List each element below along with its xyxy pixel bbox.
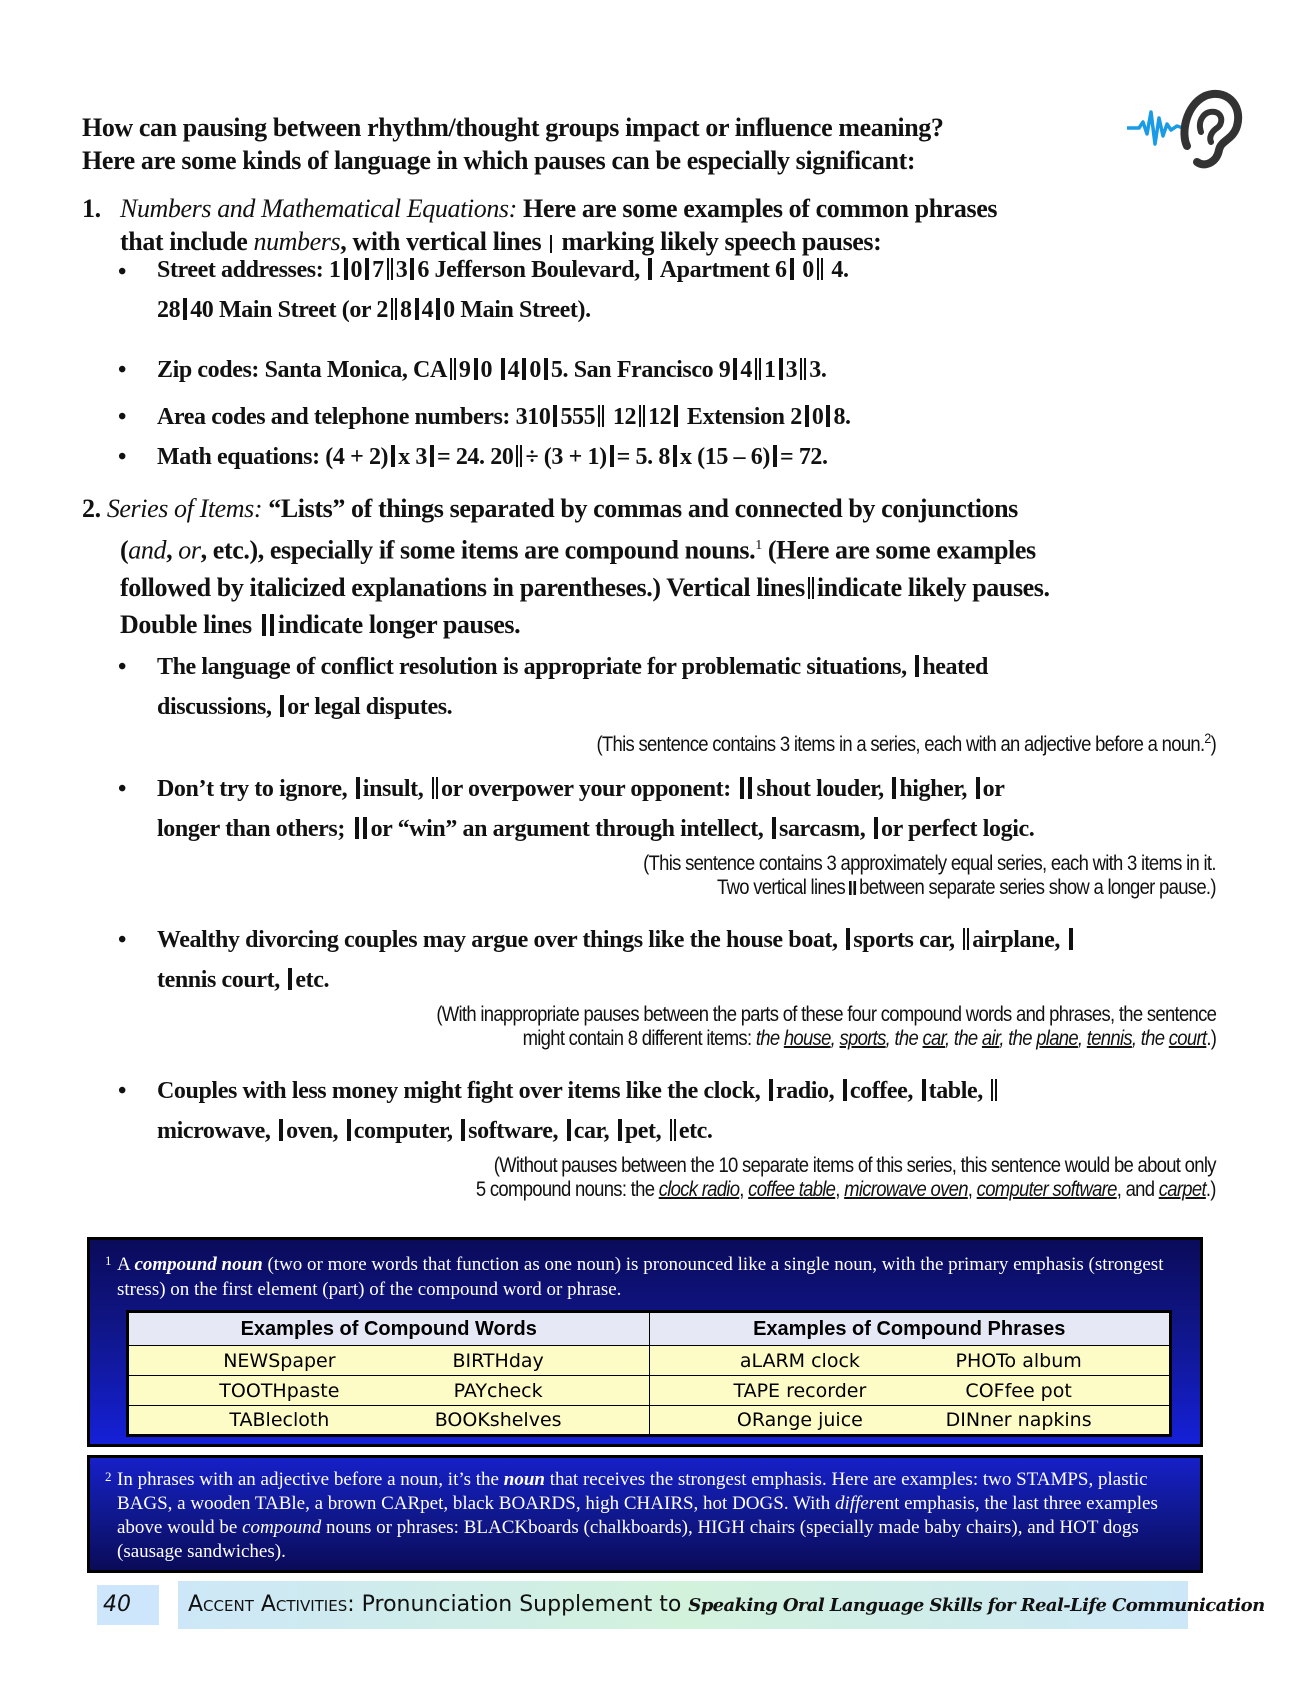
bullet-icon: • bbox=[118, 357, 127, 383]
footnote-1-text: 1 A compound noun (two or more words that function as one noun) is pronounced like a single noun, with the primary emphasis (strongest stress) on the first element (part) of the compound word or phrase. bbox=[105, 1253, 1164, 1300]
section-title: Series of Items: bbox=[106, 494, 263, 523]
explanation-note: (Without pauses between the 10 separate items of this series, this sentence would be about only 5 compound nouns: the clock radio, coffee table, microwave oven, computer software, and carpet.) bbox=[476, 1154, 1217, 1201]
table-row: TOOTHpaste PAYcheck TAPE recorder COFfee pot bbox=[128, 1376, 1171, 1406]
explanation-note: (This sentence contains 3 approximately equal series, each with 3 items in it. Two vertical lines between separate series show a longer pause.) bbox=[643, 852, 1216, 899]
book-title: Speaking Oral Language Skills for Real-Life Communication bbox=[688, 1595, 1265, 1616]
bullet-icon: • bbox=[118, 404, 127, 430]
footnote-2-text: 2 In phrases with an adjective before a noun, it’s the noun that receives the strongest emphasis. Here are examples: two STAMPS, plastic BAGS, a wooden TABle, a brown CARpet, black BOARDS, high CHAIRS, hot DOGS. With different emphasis, the last three examples above would be compound nouns or phrases: BLACKboards (chalkboards), HIGH chairs (specially made baby chairs), and HOT dogs (sausage sandwiches). bbox=[105, 1469, 1158, 1562]
footer-banner: Accent Activities: Pronunciation Supplement to Speaking Oral Language Skills for Real-Life Communication bbox=[178, 1581, 1188, 1629]
intro-heading bbox=[82, 111, 1082, 177]
bullet-icon: • bbox=[118, 654, 127, 680]
footnote-1-box bbox=[87, 1237, 1203, 1447]
section-2-heading: 2. Series of Items: “Lists” of things separated by commas and connected by conjunctions (and, or, etc.), especially if some items are compound nouns.$^1$ (Here are some examples followed by italicized explanations in parentheses.) Vertical lines indicate likely pauses. Double lines indicate longer pauses. bbox=[82, 494, 1050, 639]
explanation-note: (This sentence contains 3 items in a series, each with an adjective before a noun.$^2$) bbox=[596, 730, 1216, 756]
double-pause-marker-icon bbox=[262, 614, 274, 636]
section-number: 1. bbox=[82, 194, 101, 223]
compound-examples-table bbox=[126, 1310, 1172, 1437]
bullet-icon: • bbox=[118, 776, 127, 802]
table-row: TABlecloth BOOKshelves ORange juice DINner napkins bbox=[128, 1406, 1171, 1436]
footnote-ref[interactable]: 1 bbox=[755, 538, 762, 553]
intro-line-1: How can pausing between rhythm/thought groups impact or influence meaning? bbox=[82, 113, 944, 142]
bullet-icon: • bbox=[118, 259, 127, 285]
intro-line-2: Here are some kinds of language in which pauses can be especially significant: bbox=[82, 146, 916, 175]
page-number: 40 bbox=[97, 1585, 159, 1625]
table-row: NEWSpaper BIRTHday aLARM clock PHOTo album bbox=[128, 1346, 1171, 1376]
section-number: 2. bbox=[82, 494, 101, 523]
pause-marker-icon bbox=[550, 235, 552, 253]
bullet-icon: • bbox=[118, 927, 127, 953]
explanation-note: (With inappropriate pauses between the parts of these four compound words and phrases, the sentence might contain 8 different items: the house, sports, the car, the air, the plane, tennis, the court.) bbox=[436, 1003, 1216, 1050]
footnote-2-box bbox=[87, 1455, 1203, 1573]
table-header: Examples of Compound Words bbox=[128, 1312, 650, 1346]
book-series-title: Accent Activities bbox=[188, 1592, 348, 1617]
ear-soundwave-icon bbox=[1125, 88, 1243, 170]
section-title: Numbers and Mathematical Equations: bbox=[120, 194, 517, 223]
bullet-icon: • bbox=[118, 1078, 127, 1104]
section-1-heading: 1. Numbers and Mathematical Equations: Here are some examples of common phrases that include numbers, with vertical lines marking likely speech pauses: bbox=[82, 194, 998, 256]
bullet-icon: • bbox=[118, 444, 127, 470]
table-header: Examples of Compound Phrases bbox=[649, 1312, 1171, 1346]
